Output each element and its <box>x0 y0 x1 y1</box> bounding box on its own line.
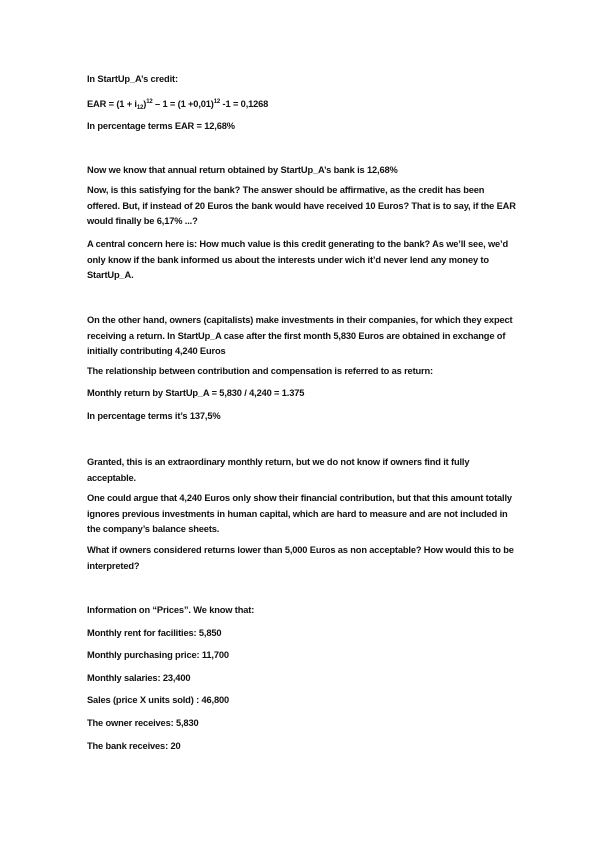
prices-heading: Information on “Prices”. We know that: <box>87 605 255 615</box>
ear-tail: -1 = 0,1268 <box>220 99 269 109</box>
credit-heading: In StartUp_A’s credit: <box>87 74 178 84</box>
list-item: The owner receives: 5,830 <box>87 718 199 728</box>
what-if-paragraph: What if owners considered returns lower than 5,000 Euros as non acceptable? How would this to be interpreted? <box>87 545 514 571</box>
monthly-return-paragraph: Monthly return by StartUp_A = 5,830 / 4,240 = 1.375 <box>87 388 305 398</box>
list-item: Monthly purchasing price: 11,700 <box>87 650 229 660</box>
list-item: Monthly salaries: 23,400 <box>87 673 191 683</box>
owners-paragraph: On the other hand, owners (capitalists) make investments in their companies, for which they expect receiving a return. In StartUp_A case after the first month 5,830 Euros are obtained in exchange of initially contributing 4,240 Euros <box>87 315 513 356</box>
granted-paragraph: Granted, this is an extraordinary monthly return, but we do not know if owners find it fully acceptable. <box>87 457 470 483</box>
satisfying-paragraph: Now, is this satisfying for the bank? The answer should be affirmative, as the credit has been offered. But, if instead of 20 Euros the bank would have received 10 Euros? That is to say, if the EAR would finally be 6,17% ...? <box>87 185 516 226</box>
return-percentage-paragraph: In percentage terms it’s 137,5% <box>87 411 221 421</box>
relationship-paragraph: The relationship between contribution and compensation is referred to as return: <box>87 366 433 376</box>
ear-mid1: ) <box>143 99 147 109</box>
ear-mid2: – 1 = (1 +0,01) <box>152 99 214 109</box>
ear-lhs: EAR = (1 + i <box>87 99 137 109</box>
ear-percentage: In percentage terms EAR = 12,68% <box>87 121 235 131</box>
ear-subscript: 12 <box>136 105 144 111</box>
annual-return-paragraph: Now we know that annual return obtained by StartUp_A’s bank is 12,68% <box>87 165 398 175</box>
list-item: Monthly rent for facilities: 5,850 <box>87 628 222 638</box>
ear-superscript-2: 12 <box>213 99 221 105</box>
list-item: The bank receives: 20 <box>87 741 181 751</box>
list-item: Sales (price X units sold) : 46,800 <box>87 695 230 705</box>
ear-formula <box>87 97 517 113</box>
ear-superscript-1: 12 <box>146 99 153 105</box>
argue-paragraph: One could argue that 4,240 Euros only show their financial contribution, but that this amount totally ignores previous investments in human capital, which are hard to measure and are not included in the company’s balance sheets. <box>87 493 512 534</box>
central-concern-paragraph: A central concern here is: How much value is this credit generating to the bank? As we’ll see, we’d only know if the bank informed us about the interests under wich it’d never lend any money to StartUp_A. <box>87 239 509 280</box>
